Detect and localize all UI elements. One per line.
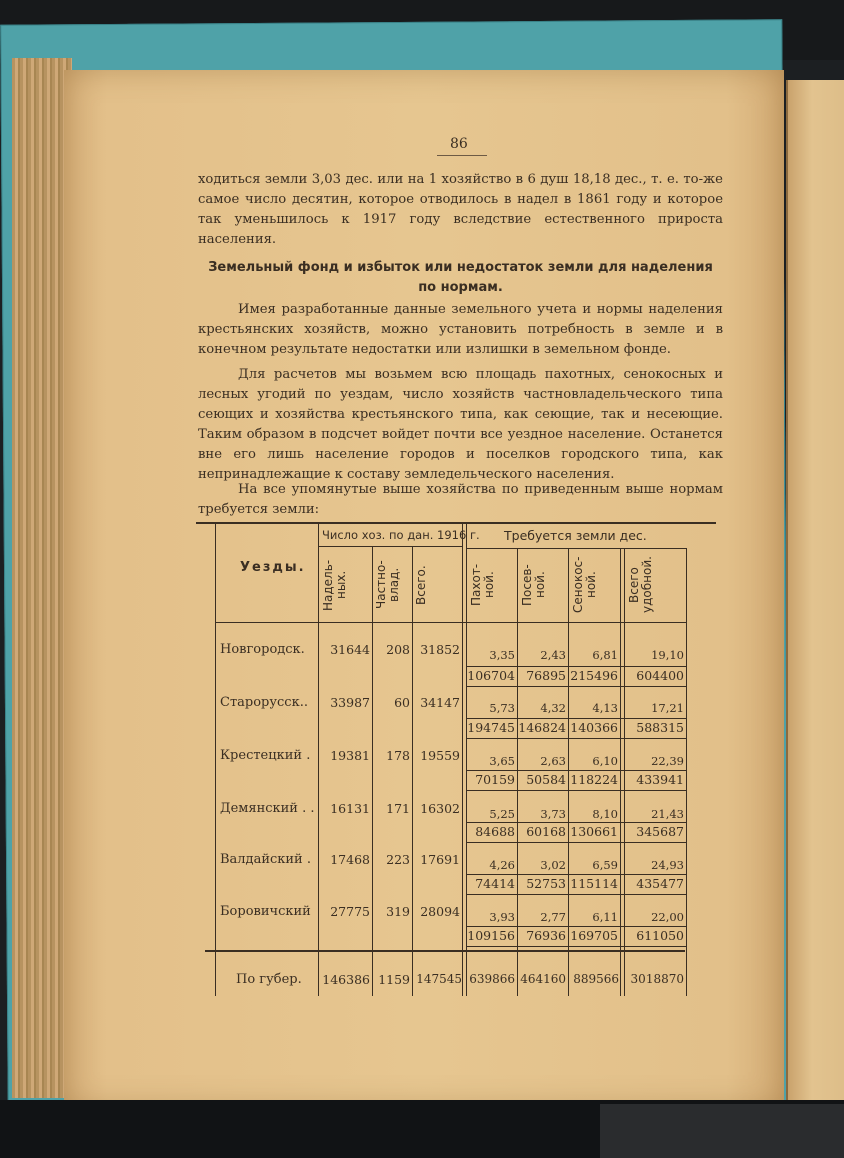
cell-required: 76895 bbox=[526, 668, 566, 683]
section-heading: Земельный фонд и избыток или недостаток земли для наделения по нормам. bbox=[208, 260, 713, 295]
cell-required: 130661 bbox=[570, 824, 618, 839]
cell-required: 140366 bbox=[570, 720, 618, 735]
cell-vsego: 16302 bbox=[420, 801, 460, 816]
cell-norm: 17,21 bbox=[651, 701, 684, 715]
row-name: Валдайский . bbox=[220, 852, 311, 867]
cell-norm: 6,10 bbox=[592, 754, 618, 768]
cell-chastno: 178 bbox=[386, 748, 410, 763]
cell-norm: 2,43 bbox=[540, 648, 566, 662]
row-separator bbox=[466, 926, 686, 927]
cell-norm: 3,35 bbox=[489, 648, 515, 662]
row-separator bbox=[466, 790, 686, 791]
page-number-rule bbox=[437, 155, 487, 156]
table-hline bbox=[215, 622, 686, 623]
cell-chastno: 208 bbox=[386, 642, 410, 657]
table-vline bbox=[620, 548, 621, 996]
cell-norm: 24,93 bbox=[651, 858, 684, 872]
cell-required: 146824 bbox=[518, 720, 566, 735]
total-row-name: По губер. bbox=[236, 972, 302, 987]
subheader-land-0: Пахот-ной. bbox=[469, 563, 496, 607]
cell-vsego: 17691 bbox=[420, 852, 460, 867]
paragraph-1: ходиться земли 3,03 дес. или на 1 хозяйство в 6 душ 18,18 дес., т. е. то-же самое число десятин, которое отводилось в надел в 1861 году и которое так уменьшилось к 1917 году вследствие естественного прироста населения. bbox=[198, 172, 723, 247]
cell-required: 60168 bbox=[526, 824, 566, 839]
row-separator bbox=[466, 822, 686, 823]
page-edges bbox=[12, 58, 72, 1098]
subheader-households-2: Всего. bbox=[414, 565, 428, 605]
cell-required: 345687 bbox=[636, 824, 684, 839]
cell-required: 215496 bbox=[570, 668, 618, 683]
cell-required: 611050 bbox=[636, 928, 684, 943]
cell-nadel: 31644 bbox=[330, 642, 370, 657]
cell-required: 70159 bbox=[475, 772, 515, 787]
facing-page bbox=[786, 80, 844, 1110]
row-name: Крестецкий . bbox=[220, 748, 311, 763]
cell-norm: 5,73 bbox=[489, 701, 515, 715]
cell-required: 106704 bbox=[467, 668, 515, 683]
cell-vsego: 28094 bbox=[420, 904, 460, 919]
cell-required: 115114 bbox=[570, 876, 618, 891]
cell-norm: 6,59 bbox=[592, 858, 618, 872]
cell-norm: 4,13 bbox=[592, 701, 618, 715]
cell-norm: 3,73 bbox=[540, 807, 566, 821]
cell-required: 194745 bbox=[467, 720, 515, 735]
row-separator bbox=[466, 686, 686, 687]
table-top-rule bbox=[196, 522, 716, 524]
cell-chastno: 171 bbox=[386, 801, 410, 816]
cell-vsego: 31852 bbox=[420, 642, 460, 657]
cell-norm: 22,39 bbox=[651, 754, 684, 768]
cell-required: 604400 bbox=[636, 668, 684, 683]
col-header-uezdy: Уезды. bbox=[240, 560, 306, 575]
cell-required: 169705 bbox=[570, 928, 618, 943]
cell-required: 109156 bbox=[467, 928, 515, 943]
row-separator bbox=[466, 894, 686, 895]
cell-required: 74414 bbox=[475, 876, 515, 891]
total-vsego: 147545 bbox=[416, 972, 462, 986]
cell-chastno: 319 bbox=[386, 904, 410, 919]
cell-chastno: 223 bbox=[386, 852, 410, 867]
cell-required: 433941 bbox=[636, 772, 684, 787]
table-vline bbox=[412, 546, 413, 996]
table-vline bbox=[372, 546, 373, 996]
subheader-households-1: Частно-влад. bbox=[374, 560, 401, 610]
cell-nadel: 27775 bbox=[330, 904, 370, 919]
cell-norm: 6,81 bbox=[592, 648, 618, 662]
row-name: Боровичский bbox=[220, 904, 311, 919]
cell-chastno: 60 bbox=[394, 695, 410, 710]
row-separator bbox=[466, 842, 686, 843]
subheader-households-0: Надель-ных. bbox=[321, 559, 348, 611]
cell-nadel: 19381 bbox=[330, 748, 370, 763]
cell-nadel: 16131 bbox=[330, 801, 370, 816]
cell-norm: 3,02 bbox=[540, 858, 566, 872]
cell-vsego: 19559 bbox=[420, 748, 460, 763]
cell-norm: 2,77 bbox=[540, 910, 566, 924]
row-name: Новгородск. bbox=[220, 642, 305, 657]
cell-required: 84688 bbox=[475, 824, 515, 839]
subheader-land-3: Всего удобной. bbox=[627, 556, 654, 614]
table-hline bbox=[318, 546, 462, 547]
table-vline bbox=[462, 524, 463, 996]
paragraph-3: Для расчетов мы возьмем всю площадь пахотных, сенокосных и лесных угодий по уездам, число хозяйств частновладельческого типа сеющих и хозяйства крестьянского типа, как сеющие, так и несеющие. Таким образом в подсчет войдет почти все уездное население. Останется вне его лишь население городов и поселков городского типа, как непринадлежащие к составу земледельческого населения. bbox=[198, 367, 723, 482]
cell-required: 50584 bbox=[526, 772, 566, 787]
cell-norm: 5,25 bbox=[489, 807, 515, 821]
table-hline bbox=[466, 548, 686, 549]
table-vline bbox=[215, 524, 216, 996]
cell-required: 435477 bbox=[636, 876, 684, 891]
group-header-households: Число хоз. по дан. 1916 г. bbox=[322, 528, 480, 542]
cell-norm: 3,65 bbox=[489, 754, 515, 768]
table-vline bbox=[686, 548, 687, 996]
cell-norm: 4,32 bbox=[540, 701, 566, 715]
cell-required: 52753 bbox=[526, 876, 566, 891]
row-separator bbox=[466, 770, 686, 771]
row-separator bbox=[466, 946, 686, 947]
row-separator bbox=[466, 718, 686, 719]
group-header-land-required: Требуется земли дес. bbox=[504, 528, 647, 543]
subheader-land-1: Посев-ной. bbox=[520, 564, 547, 606]
total-required: 3018870 bbox=[630, 972, 684, 986]
row-name: Старорусск.. bbox=[220, 695, 308, 710]
background-bottom-right bbox=[600, 1104, 844, 1158]
cell-norm: 2,63 bbox=[540, 754, 566, 768]
cell-nadel: 33987 bbox=[330, 695, 370, 710]
paragraph-4: На все упомянутые выше хозяйства по приведенным выше нормам требуется земли: bbox=[198, 482, 723, 517]
cell-required: 76936 bbox=[526, 928, 566, 943]
paragraph-2: Имея разработанные данные земельного учета и нормы наделения крестьянских хозяйств, можно установить потребность в земле и в конечном результате недостатки или излишки в земельном фонде. bbox=[198, 302, 723, 357]
row-separator bbox=[466, 738, 686, 739]
cell-norm: 21,43 bbox=[651, 807, 684, 821]
cell-required: 588315 bbox=[636, 720, 684, 735]
row-separator bbox=[466, 874, 686, 875]
row-name: Демянский . . bbox=[220, 801, 315, 816]
cell-norm: 4,26 bbox=[489, 858, 515, 872]
total-required: 464160 bbox=[520, 972, 566, 986]
cell-norm: 6,11 bbox=[592, 910, 618, 924]
cell-nadel: 17468 bbox=[330, 852, 370, 867]
total-nadel: 146386 bbox=[322, 972, 370, 987]
cell-required: 118224 bbox=[570, 772, 618, 787]
table-total-rule bbox=[205, 950, 685, 952]
cell-norm: 3,93 bbox=[489, 910, 515, 924]
page-number: 86 bbox=[450, 136, 468, 152]
cell-norm: 19,10 bbox=[651, 648, 684, 662]
cell-norm: 22,00 bbox=[651, 910, 684, 924]
subheader-land-2: Сенокос-ной. bbox=[571, 556, 598, 614]
total-required: 889566 bbox=[573, 972, 619, 986]
row-separator bbox=[466, 666, 686, 667]
total-required: 639866 bbox=[469, 972, 515, 986]
total-chastno: 1159 bbox=[378, 972, 410, 987]
cell-norm: 8,10 bbox=[592, 807, 618, 821]
cell-vsego: 34147 bbox=[420, 695, 460, 710]
